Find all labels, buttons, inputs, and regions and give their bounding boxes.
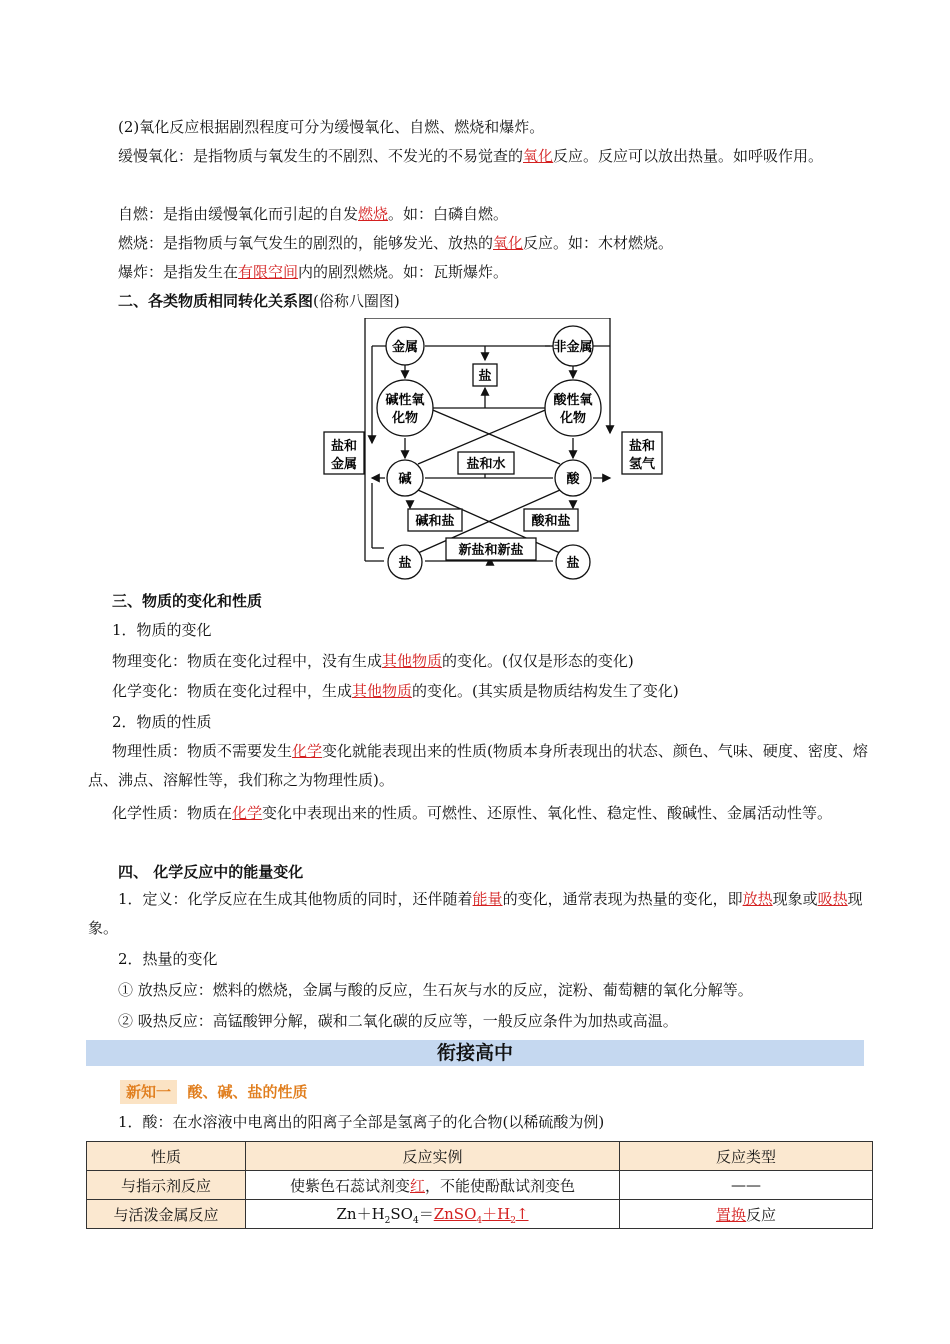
new-knowledge-heading [120,1080,307,1104]
physical-property: 物理性质：物质不需要发生化学变化就能表现出来的性质(物质本身所表现出的状态、颜色、气味、硬度、密度、熔点、沸点、溶解性等，我们称之为物理性质)。 [88,742,868,789]
svg-text:盐: 盐 [398,556,412,571]
svg-text:盐和: 盐和 [330,439,358,454]
banner-bridge-high-school: 衔接高中 [86,1040,864,1066]
explosion: 爆炸：是指发生在有限空间内的剧烈燃烧。如：瓦斯爆炸。 [118,263,509,281]
header-property: 性质 [87,1142,246,1171]
section3-title: 三、物质的变化和性质 [112,592,263,610]
node-new-salts [446,538,536,560]
svg-text:金属: 金属 [330,457,358,472]
header-type: 反应类型 [620,1142,873,1171]
combustion: 燃烧：是指物质与氧气发生的剧烈的，能够发光、放热的氧化反应。如：木材燃烧。 [118,234,674,252]
svg-text:酸性氧: 酸性氧 [553,393,593,408]
row1-property: 与指示剂反应 [87,1171,246,1200]
knowledge-title: 酸、碱、盐的性质 [187,1083,308,1101]
node-acid-salt [524,509,578,531]
eight-circle-diagram [320,318,665,583]
table-header-row [87,1142,873,1171]
table-row [87,1171,873,1200]
svg-text:盐: 盐 [478,369,492,384]
spontaneous-combustion: 自燃：是指由缓慢氧化而引起的自发燃烧。如：白磷自燃。 [118,205,509,223]
svg-text:新盐和新盐: 新盐和新盐 [458,543,524,558]
row1-example: 使紫色石蕊试剂变红，不能使酚酞试剂变色 [246,1171,620,1200]
acid-definition: 1．酸：在水溶液中电离出的阳离子全部是氢离子的化合物(以稀硫酸为例) [118,1113,605,1131]
header-example: 反应实例 [246,1142,620,1171]
node-acidic-oxide [545,380,601,436]
node-basic-oxide [377,380,433,436]
svg-text:酸和盐: 酸和盐 [531,514,571,529]
oxidation-intro: (2)氧化反应根据剧烈程度可分为缓慢氧化、自燃、燃烧和爆炸。 [118,118,545,136]
svg-text:氢气: 氢气 [628,457,656,472]
svg-text:化物: 化物 [559,411,587,426]
section4-title: 四、 化学反应中的能量变化 [118,863,304,881]
slow-oxidation: 缓慢氧化：是指物质与氧发生的不剧烈、不发光的不易觉查的氧化反应。反应可以放出热量。如呼吸作用。 [118,147,824,165]
svg-text:盐: 盐 [566,556,580,571]
section3-h2: 2．物质的性质 [112,713,212,731]
section2-title: 二、各类物质相同转化关系图(俗称八圈图) [118,292,400,310]
energy-definition: 1．定义：化学反应在生成其他物质的同时，还伴随着能量的变化，通常表现为热量的变化，即放热现象或吸热现象。 [88,890,863,937]
physical-change: 物理变化：物质在变化过程中，没有生成其他物质的变化。(仅仅是形态的变化) [112,652,634,670]
acid-properties-table [86,1141,873,1229]
node-acid [555,460,591,496]
chemical-property: 化学性质：物质在化学变化中表现出来的性质。可燃性、还原性、氧化性、稳定性、酸碱性、金属活动性等。 [112,804,833,822]
node-salt-right [556,545,590,579]
node-salt-top [473,364,497,386]
node-salt-left [388,545,422,579]
svg-text:化物: 化物 [391,411,419,426]
row2-property: 与活泼金属反应 [87,1200,246,1229]
node-base-salt [408,509,462,531]
row2-example: $Zn+H_2SO_4=ZnSO_4+H_2↑$ [246,1200,620,1229]
chemical-change: 化学变化：物质在变化过程中，生成其他物质的变化。(其实质是物质结构发生了变化) [112,682,679,700]
svg-text:碱: 碱 [398,472,412,487]
row1-type: —— [620,1171,873,1200]
node-nonmetal [553,326,593,366]
node-salt-water [458,452,514,474]
svg-text:非金属: 非金属 [553,340,593,355]
svg-text:盐和水: 盐和水 [466,457,506,472]
node-salt-hydrogen [622,432,662,474]
knowledge-tag: 新知一 [120,1080,177,1104]
node-salt-metal [324,432,364,474]
endothermic: ② 吸热反应：高锰酸钾分解，碳和二氧化碳的反应等，一般反应条件为加热或高温。 [118,1012,678,1030]
svg-text:碱性氧: 碱性氧 [385,393,425,408]
exothermic: ① 放热反应：燃料的燃烧，金属与酸的反应，生石灰与水的反应，淀粉、葡萄糖的氧化分解等。 [118,981,753,999]
svg-text:碱和盐: 碱和盐 [415,514,455,529]
svg-text:金属: 金属 [391,340,419,355]
section4-h2: 2．热量的变化 [118,950,218,968]
node-metal [386,327,424,365]
node-base [387,460,423,496]
table-row [87,1200,873,1229]
svg-text:盐和: 盐和 [628,439,656,454]
section3-h1: 1．物质的变化 [112,621,212,639]
row2-type: 置换反应 [620,1200,873,1229]
svg-text:酸: 酸 [566,472,580,487]
